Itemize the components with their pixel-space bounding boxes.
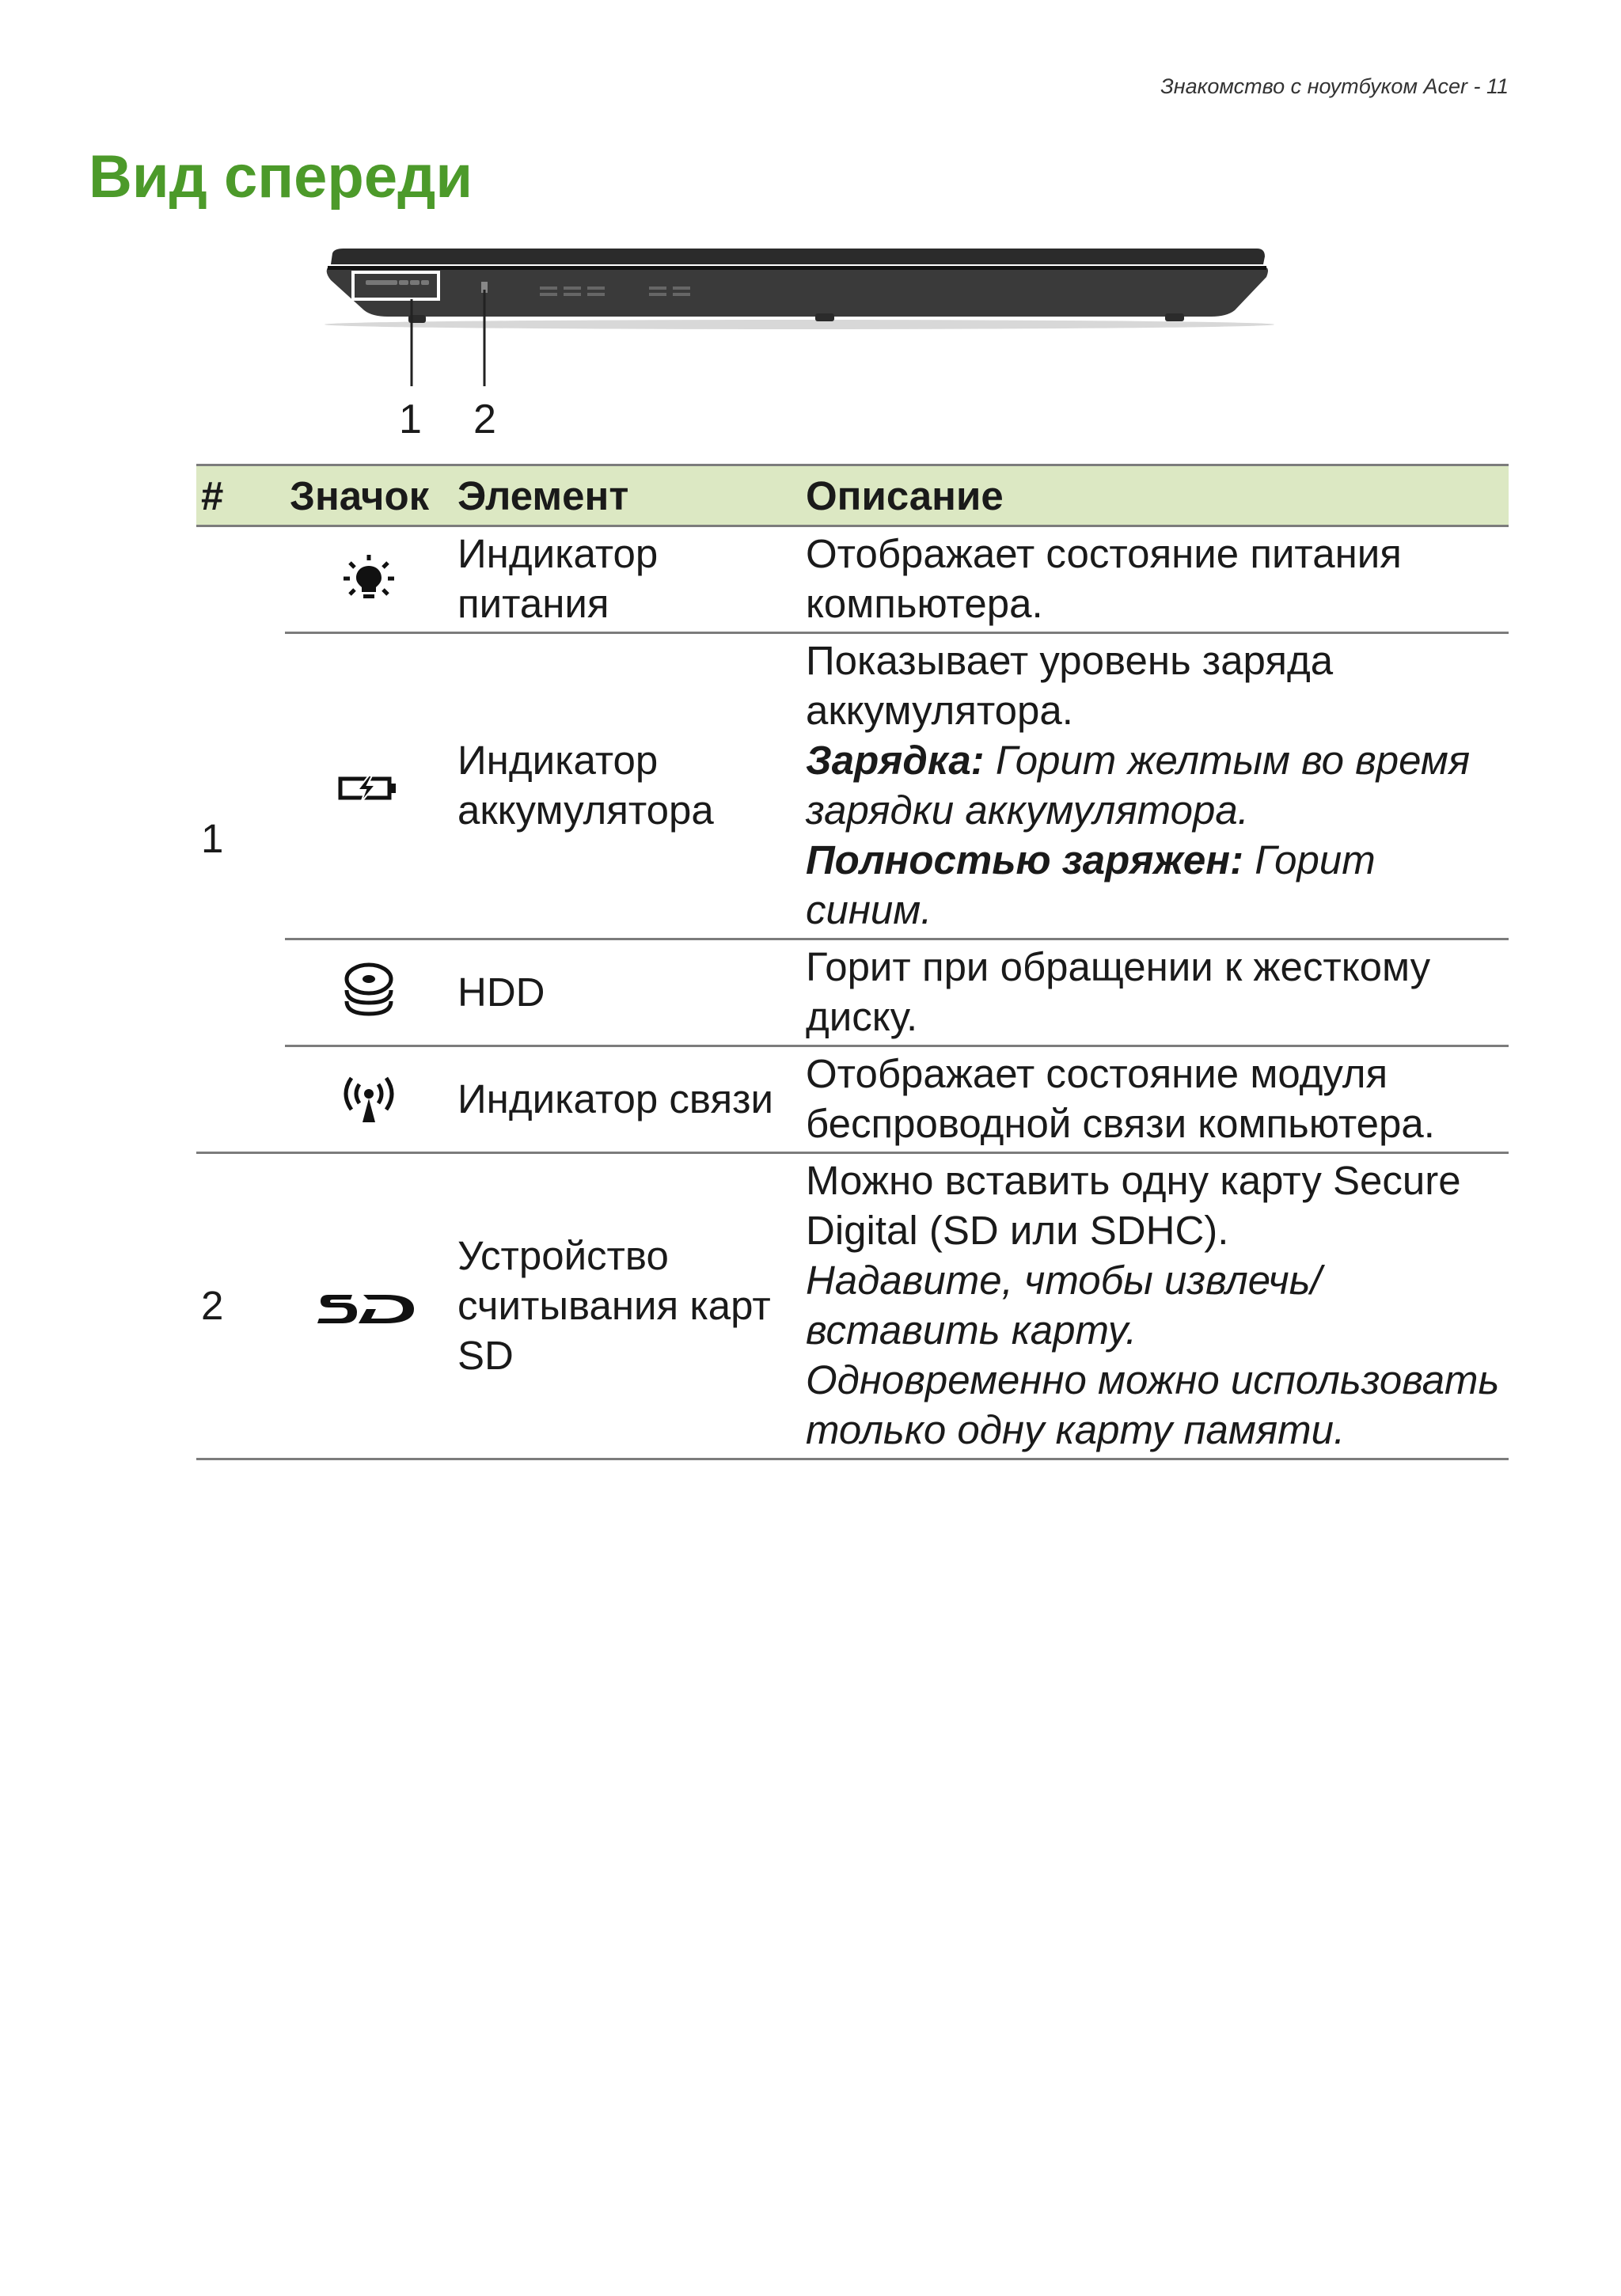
table-row xyxy=(196,526,1509,633)
element-name: Индикатор питания xyxy=(453,526,801,633)
col-header-element: Элемент xyxy=(453,465,801,526)
table-row xyxy=(196,939,1509,1046)
element-name: Индикатор связи xyxy=(453,1046,801,1153)
hdd-icon xyxy=(285,939,453,1046)
charging-label: Зарядка: xyxy=(806,738,985,783)
laptop-front-illustration xyxy=(317,237,1282,451)
element-name: HDD xyxy=(453,939,801,1046)
col-header-num: # xyxy=(196,465,285,526)
description-note-eject: Надавите, чтобы извлечь/ вставить карту. xyxy=(806,1258,1322,1353)
front-view-table xyxy=(196,464,1509,1460)
description-note-single-card: Одновременно можно использовать только одну карту памяти. xyxy=(806,1357,1500,1452)
element-description: Горит при обращении к жесткому диску. xyxy=(801,939,1509,1046)
element-name: Индикатор аккумулятора xyxy=(453,633,801,939)
battery-charge-icon xyxy=(285,633,453,939)
col-header-icon: Значок xyxy=(285,465,453,526)
sd-card-icon xyxy=(285,1153,453,1459)
element-description: Отображает состояние питания компьютера. xyxy=(801,526,1509,633)
table-row xyxy=(196,633,1509,939)
element-description: Отображает состояние модуля беспроводной связи компьютера. xyxy=(801,1046,1509,1153)
description-full xyxy=(806,835,1504,935)
description-charging xyxy=(806,735,1504,835)
row-number: 1 xyxy=(196,526,285,1153)
callout-1: 1 xyxy=(399,397,422,442)
col-header-description: Описание xyxy=(801,465,1509,526)
full-label: Полностью заряжен: xyxy=(806,837,1244,882)
charging-text: Горит желтым во время зарядки аккумулятора. xyxy=(806,738,1471,833)
callout-2: 2 xyxy=(473,397,496,442)
power-light-icon xyxy=(285,526,453,633)
description-text: Можно вставить одну карту Secure Digital (SD или SDHC). xyxy=(806,1158,1461,1253)
element-description xyxy=(801,633,1509,939)
table-row xyxy=(196,1153,1509,1459)
running-header: Знакомство с ноутбуком Acer - 11 xyxy=(1160,74,1509,98)
element-description xyxy=(801,1153,1509,1459)
description-text: Показывает уровень заряда аккумулятора. xyxy=(806,638,1334,733)
laptop-front-view-figure xyxy=(317,237,1282,451)
full-text: Горит синим. xyxy=(806,837,1376,932)
wireless-icon xyxy=(285,1046,453,1153)
table-header-row xyxy=(196,465,1509,526)
row-number: 2 xyxy=(196,1153,285,1459)
element-name: Устройство считывания карт SD xyxy=(453,1153,801,1459)
page-title: Вид спереди xyxy=(89,143,473,211)
table-row xyxy=(196,1046,1509,1153)
